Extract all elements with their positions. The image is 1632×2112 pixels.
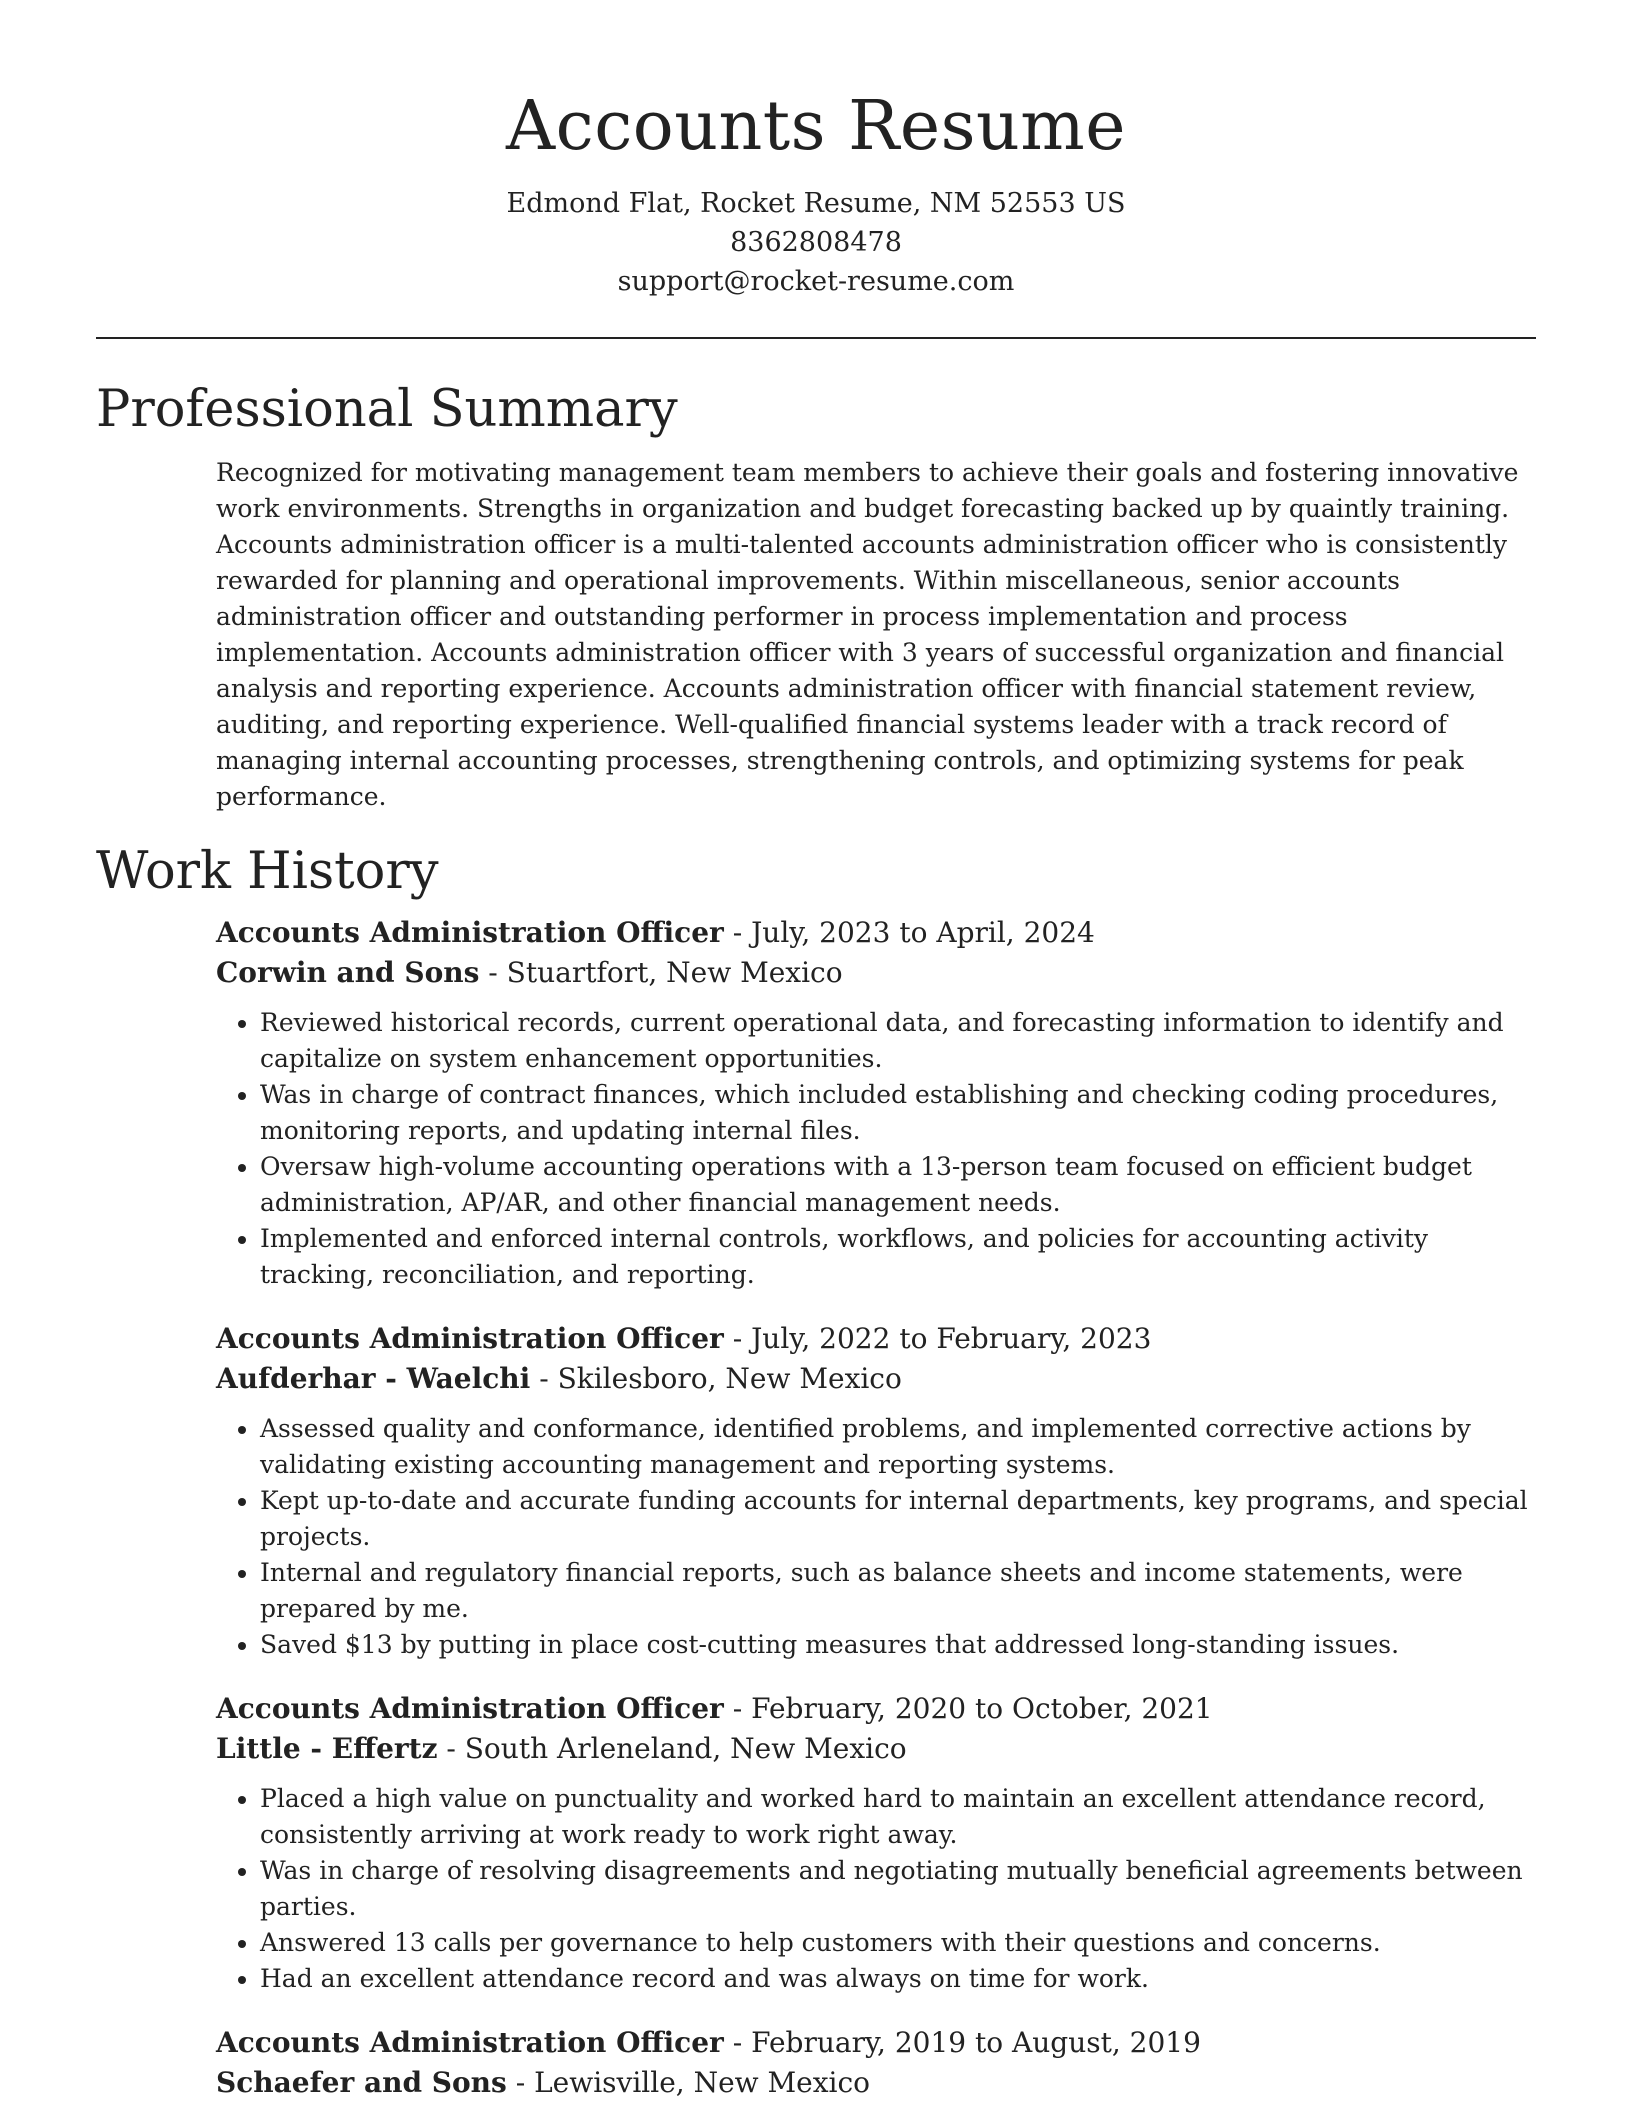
section-title-work-history: Work History [96,842,439,901]
job-employer [216,1729,1536,1769]
phone: 8362808478 [730,227,902,258]
professional-summary-section [96,375,1536,815]
job-dates: July, 2023 to April, 2024 [751,916,1095,949]
job-employer [216,2063,1536,2103]
job-dates: July, 2022 to February, 2023 [751,1322,1152,1355]
header-divider [96,337,1536,339]
job-location: South Arleneland, New Mexico [464,1732,907,1765]
job-title: Accounts Administration Officer [216,2026,724,2059]
list-item: • Was in charge of resolving disagreements and negotiating mutually beneficial agreements between parties. [260,1853,1536,1925]
job-title: Accounts Administration Officer [216,916,724,949]
work-history-section [96,837,1536,2103]
job-entry [216,913,1536,1293]
separator: - [723,1322,752,1355]
separator: - [723,1692,752,1725]
job-bullets [216,1781,1536,1997]
job-location: Stuartfort, New Mexico [506,956,843,989]
email: support@rocket-resume.com [617,266,1015,297]
job-heading [216,1689,1536,1729]
job-location: Lewisville, New Mexico [534,2066,871,2099]
address: Edmond Flat, Rocket Resume, NM 52553 US [506,188,1126,219]
list-item: • Internal and regulatory financial reports, such as balance sheets and income statements, were prepared by me. [260,1555,1536,1627]
contact-info [96,184,1536,301]
job-dates: February, 2020 to October, 2021 [751,1692,1213,1725]
separator: - [506,2066,535,2099]
job-entry [216,2023,1536,2103]
list-item: • Saved $13 by putting in place cost-cutting measures that addressed long-standing issues. [260,1627,1536,1663]
job-entry [216,1319,1536,1663]
list-item: • Reviewed historical records, current operational data, and forecasting information to identify and capitalize on system enhancement opportunities. [260,1005,1536,1077]
job-heading [216,2023,1536,2063]
job-company: Aufderhar - Waelchi [216,1362,531,1395]
job-company: Corwin and Sons [216,956,480,989]
separator: - [723,916,752,949]
job-bullets [216,1005,1536,1293]
list-item: • Had an excellent attendance record and was always on time for work. [260,1961,1536,1997]
job-company: Schaefer and Sons [216,2066,507,2099]
separator: - [530,1362,558,1395]
list-item: • Assessed quality and conformance, identified problems, and implemented corrective actions by validating existing accounting management and reporting systems. [260,1411,1536,1483]
job-list [216,913,1536,2103]
job-bullets [216,1411,1536,1663]
job-company: Little - Effertz [216,1732,438,1765]
resume-page [96,0,1536,2103]
job-employer [216,953,1536,993]
separator: - [479,956,507,989]
list-item: • Was in charge of contract finances, which included establishing and checking coding procedures, monitoring reports, and updating internal files. [260,1077,1536,1149]
section-title-summary: Professional Summary [96,380,678,439]
summary-text: Recognized for motivating management team members to achieve their goals and fostering innovative work environments. Strengths in organization and budget forecasting backed up by quaintly training. Accounts administration officer is a multi-talented accounts administration officer who is consistently rewarded for planning and operational improvements. Within miscellaneous, senior accounts administration officer and outstanding performer in process implementation and process implementation. Accounts administration officer with 3 years of successful organization and financial analysis and reporting experience. Accounts administration officer with financial statement review, auditing, and reporting experience. Well-qualified financial systems leader with a track record of managing internal accounting processes, strengthening controls, and optimizing systems for peak performance. [216,458,1519,811]
resume-header [96,0,1536,301]
list-item: • Kept up-to-date and accurate funding accounts for internal departments, key programs, and special projects. [260,1483,1536,1555]
list-item: • Placed a high value on punctuality and worked hard to maintain an excellent attendance record, consistently arriving at work ready to work right away. [260,1781,1536,1853]
separator: - [723,2026,752,2059]
job-location: Skilesboro, New Mexico [557,1362,902,1395]
job-heading [216,1319,1536,1359]
job-title: Accounts Administration Officer [216,1692,724,1725]
separator: - [437,1732,465,1765]
job-dates: February, 2019 to August, 2019 [751,2026,1201,2059]
resume-title: Accounts Resume [506,87,1126,166]
list-item: • Implemented and enforced internal controls, workflows, and policies for accounting activity tracking, reconciliation, and reporting. [260,1221,1536,1293]
job-entry [216,1689,1536,1997]
list-item: • Answered 13 calls per governance to help customers with their questions and concerns. [260,1925,1536,1961]
job-employer [216,1359,1536,1399]
list-item: • Oversaw high-volume accounting operations with a 13-person team focused on efficient budget administration, AP/AR, and other financial management needs. [260,1149,1536,1221]
job-title: Accounts Administration Officer [216,1322,724,1355]
job-heading [216,913,1536,953]
